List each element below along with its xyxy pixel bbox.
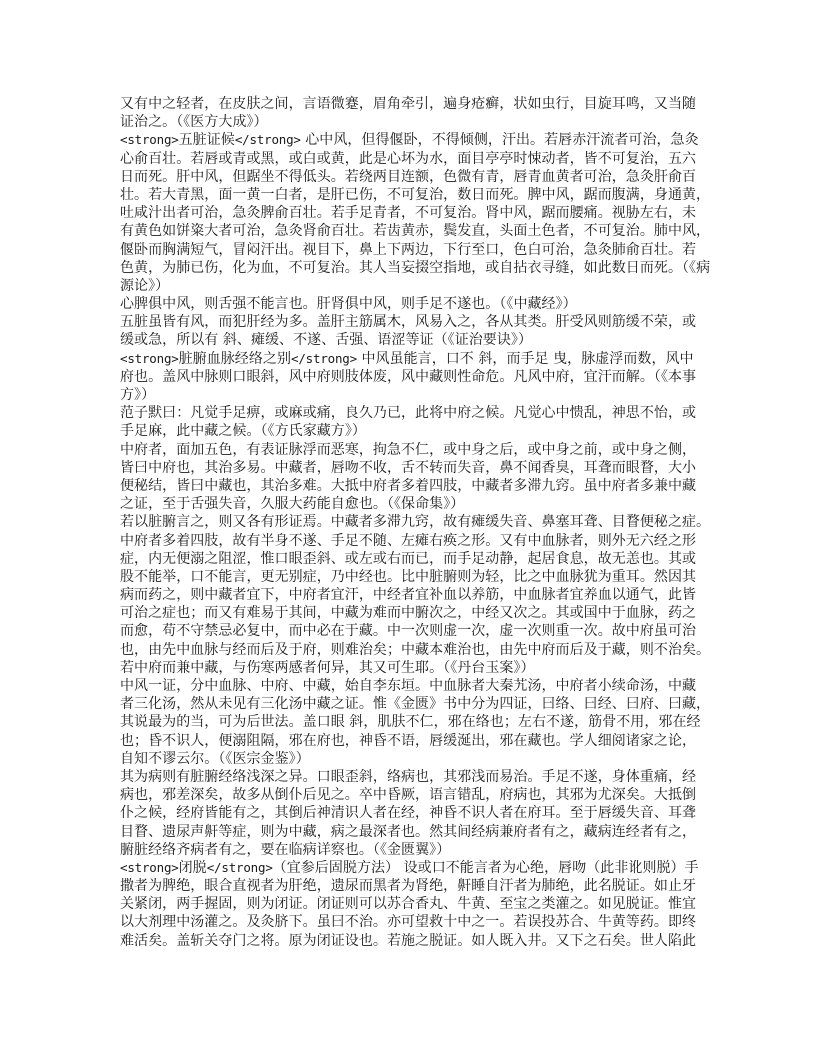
text-line: 而愈，苟不守禁忌必复中，而中必在于藏。中一次则虚一次，虚一次则重一次。故中府虽可治 [120, 623, 697, 640]
document-page [120, 95, 732, 950]
text-line [120, 859, 732, 877]
text-line: 自知不谬云尔。（《医宗金鉴》） [120, 750, 310, 767]
text-segment: 中风虽能言，口不 斜，而手足 曳，脉虚浮而数，风中 [356, 350, 694, 367]
text-line: 偃卧而胸满短气，冒闷汗出。视目下，鼻上下两边，下行至口，色白可治，急灸肺俞百壮。若 [120, 241, 697, 258]
text-line: 缓或急，所以有 斜、瘫缓、不遂、舌强、语涩等证（《证治要诀》） [120, 332, 532, 349]
text-line: 病也，邪差深矣，故多从倒仆后见之。卒中昏厥，语言错乱，府病也，其邪为尤深矣。大抵倒 [120, 787, 697, 804]
text-line: 证治之。（《医方大成》） [120, 114, 268, 131]
text-line: 关紧闭，两手握固，则为闭证。闭证则可以苏合香丸、牛黄、至宝之类灌之。如见脱证。惟宜 [120, 896, 697, 913]
text-line: 股不能举，口不能言，更无别症，乃中经也。比中脏腑则为轻，比之中血脉犹为重耳。然因其 [120, 568, 697, 585]
text-line: 难活矣。盖斩关夺门之将。原为闭证设也。若施之脱证。如人既入井。又下之石矣。世人陷此 [120, 932, 697, 949]
literal-html-tag: <strong> [120, 132, 179, 148]
text-line: 者三化汤，然从未见有三化汤中藏之证。惟《金匮》书中分为四证，曰络、曰经、曰府、曰藏， [120, 696, 711, 713]
text-line: 也；昏不识人，便溺阻隔，邪在府也，神昏不语，唇缓涎出，邪在藏也。学人细阅诸家之论， [120, 732, 697, 749]
text-line: 壮。若大青黑，面一黄一白者，是肝已伤，不可复治，数日而死。脾中风，踞而腹满，身通黄， [120, 186, 711, 203]
text-line: 之证，至于舌强失音，久服大药能自愈也。（《保命集》） [120, 496, 465, 513]
text-line: 方》） [120, 387, 156, 403]
text-line: 中府者多着四肢，故有半身不遂、手足不随、左瘫右痪之形。又有中血脉者，则外无六经之形 [120, 532, 697, 549]
text-line: 便秘结，皆曰中藏也，其治多难。大抵中府者多着四肢，中藏者多滞九窍。虽中府者多兼中藏 [120, 477, 697, 494]
text-line: 日而死。肝中风，但踞坐不得低头。若绕两目连额，色微有青，唇青血黄者可治，急灸肝俞百 [120, 168, 697, 185]
literal-html-tag: <strong> [120, 350, 179, 366]
text-line: 以大剂理中汤灌之。及灸脐下。虽曰不治。亦可望救十中之一。若误投苏合、牛黄等药。即终 [120, 914, 697, 931]
text-line: 心俞百壮。若唇或青或黑，或白或黄，此是心坏为水，面目亭亭时悚动者，皆不可复治，五六 [120, 150, 697, 167]
text-line: 中风一证，分中血脉、中府、中藏，始自李东垣。中血脉者大秦艽汤，中府者小续命汤，中藏 [120, 678, 697, 694]
text-line: 若以脏腑言之，则又各有形证焉。中藏者多滞九窍，故有瘫缓失音、鼻塞耳聋、目瞀便秘之症。 [120, 514, 711, 531]
literal-html-tag: </strong> [234, 132, 301, 148]
text-line: 范子默曰：凡觉手足痹，或麻或痛，良久乃已，此将中府之候。凡觉心中愦乱，神思不怡，或 [120, 405, 697, 422]
text-segment: （宜参后固脱方法） 设或口不能言者为心绝，唇吻（此非讹则脱）手 [272, 859, 699, 876]
text-line: 心脾俱中风，则舌强不能言也。肝肾俱中风，则手足不遂也。（《中藏经》） [120, 296, 577, 313]
text-line: 也，由先中血脉与经而后及于府，则难治矣；中藏本难治也，由先中府而后及于藏，则不治矣。 [120, 641, 711, 658]
text-line: 色黄，为肺已伤，化为血，不可复治。其人当妄掇空指地，或自拈衣寻缝，如此数日而死。（《病 [120, 259, 711, 276]
text-line [120, 350, 732, 368]
text-line: 皆曰中府也，其治多易。中藏者，唇吻不收，舌不转而失音，鼻不闻香臭，耳聋而眼瞀，大小 [120, 459, 697, 476]
text-line: 中府者，面加五色，有表证脉浮而恶寒，拘急不仁，或中身之后，或中身之前，或中身之侧， [120, 441, 697, 458]
text-line: 可治之症也；而又有难易于其间，中藏为难而中腑次之，中经又次之。其或国中于血脉，药之 [120, 605, 697, 622]
text-line: 腑脏经络齐病者有之，要在临病详察也。（《金匮翼》） [120, 841, 451, 858]
text-segment: 闭脱 [178, 859, 207, 876]
text-line: 若中府而兼中藏，与伤寒两感者何异，其又可生耶。（《丹台玉案》） [120, 659, 535, 676]
text-segment: 脏腑血脉经络之别 [178, 350, 292, 367]
literal-html-tag: <strong> [120, 859, 179, 875]
text-line: 五脏虽皆有风，而犯肝经为多。盖肝主筋属木，风易入之，各从其类。肝受风则筋缓不荣，或 [120, 314, 697, 331]
text-line: 病而药之，则中藏者宜下，中府者宜汗，中经者宜补血以养筋，中血脉者宜养血以通气，此皆 [120, 587, 697, 604]
text-line: 有黄色如饼粢大者可治，急灸肾俞百壮。若齿黄赤，鬓发直，头面土色者，不可复治。肺中风， [120, 223, 711, 240]
text-line: 其说最为的当，可为后世法。盖口眼 斜，肌肤不仁，邪在络也；左右不遂，筋骨不用，邪在经 [120, 714, 701, 731]
text-segment: 心中风，但得偃卧，不得倾侧，汗出。若唇赤汗流者可治，急灸 [300, 132, 699, 149]
literal-html-tag: </strong> [291, 350, 357, 366]
text-line: 手足麻，此中藏之候。（《方氏家藏方》） [120, 423, 366, 440]
text-line: 府也。盖风中脉则口眼斜，风中府则肢体废，风中藏则性命危。凡风中府，宜汗而解。（《本事 [120, 368, 697, 385]
text-line: 吐咸汁出者可治，急灸脾俞百壮。若手足青者，不可复治。肾中风，踞而腰痛。视胁左右，未 [120, 205, 697, 222]
text-line: 撒者为脾绝，眼合直视者为肝绝，遗尿而黑者为肾绝，鼾睡自汗者为肺绝，此名脱证。如止牙 [120, 878, 697, 895]
text-line: 症，内无便溺之阻涩，惟口眼歪斜、或左或右而已，而手足动静，起居食息，故无恙也。其或 [120, 550, 697, 567]
text-line: 仆之候，经府皆能有之，其倒后神清识人者在经，神昏不识人者在府耳。至于唇缓失音、耳聋 [120, 805, 697, 822]
text-line: 其为病则有脏腑经络浅深之异。口眼歪斜，络病也，其邪浅而易治。手足不遂，身体重痛，经 [120, 768, 697, 785]
text-line: 源论》） [120, 277, 170, 294]
text-line: 又有中之轻者，在皮肤之间，言语微蹇，眉角牵引，遍身疮癣，状如虫行，目旋耳鸣，又当随 [120, 96, 697, 112]
text-segment: 五脏证候 [178, 132, 235, 149]
text-line: 目瞀、遗尿声鼾等症，则为中藏，病之最深者也。然其间经病兼府者有之，藏病连经者有之， [120, 823, 697, 840]
text-line [120, 131, 732, 149]
literal-html-tag: </strong> [206, 859, 273, 875]
